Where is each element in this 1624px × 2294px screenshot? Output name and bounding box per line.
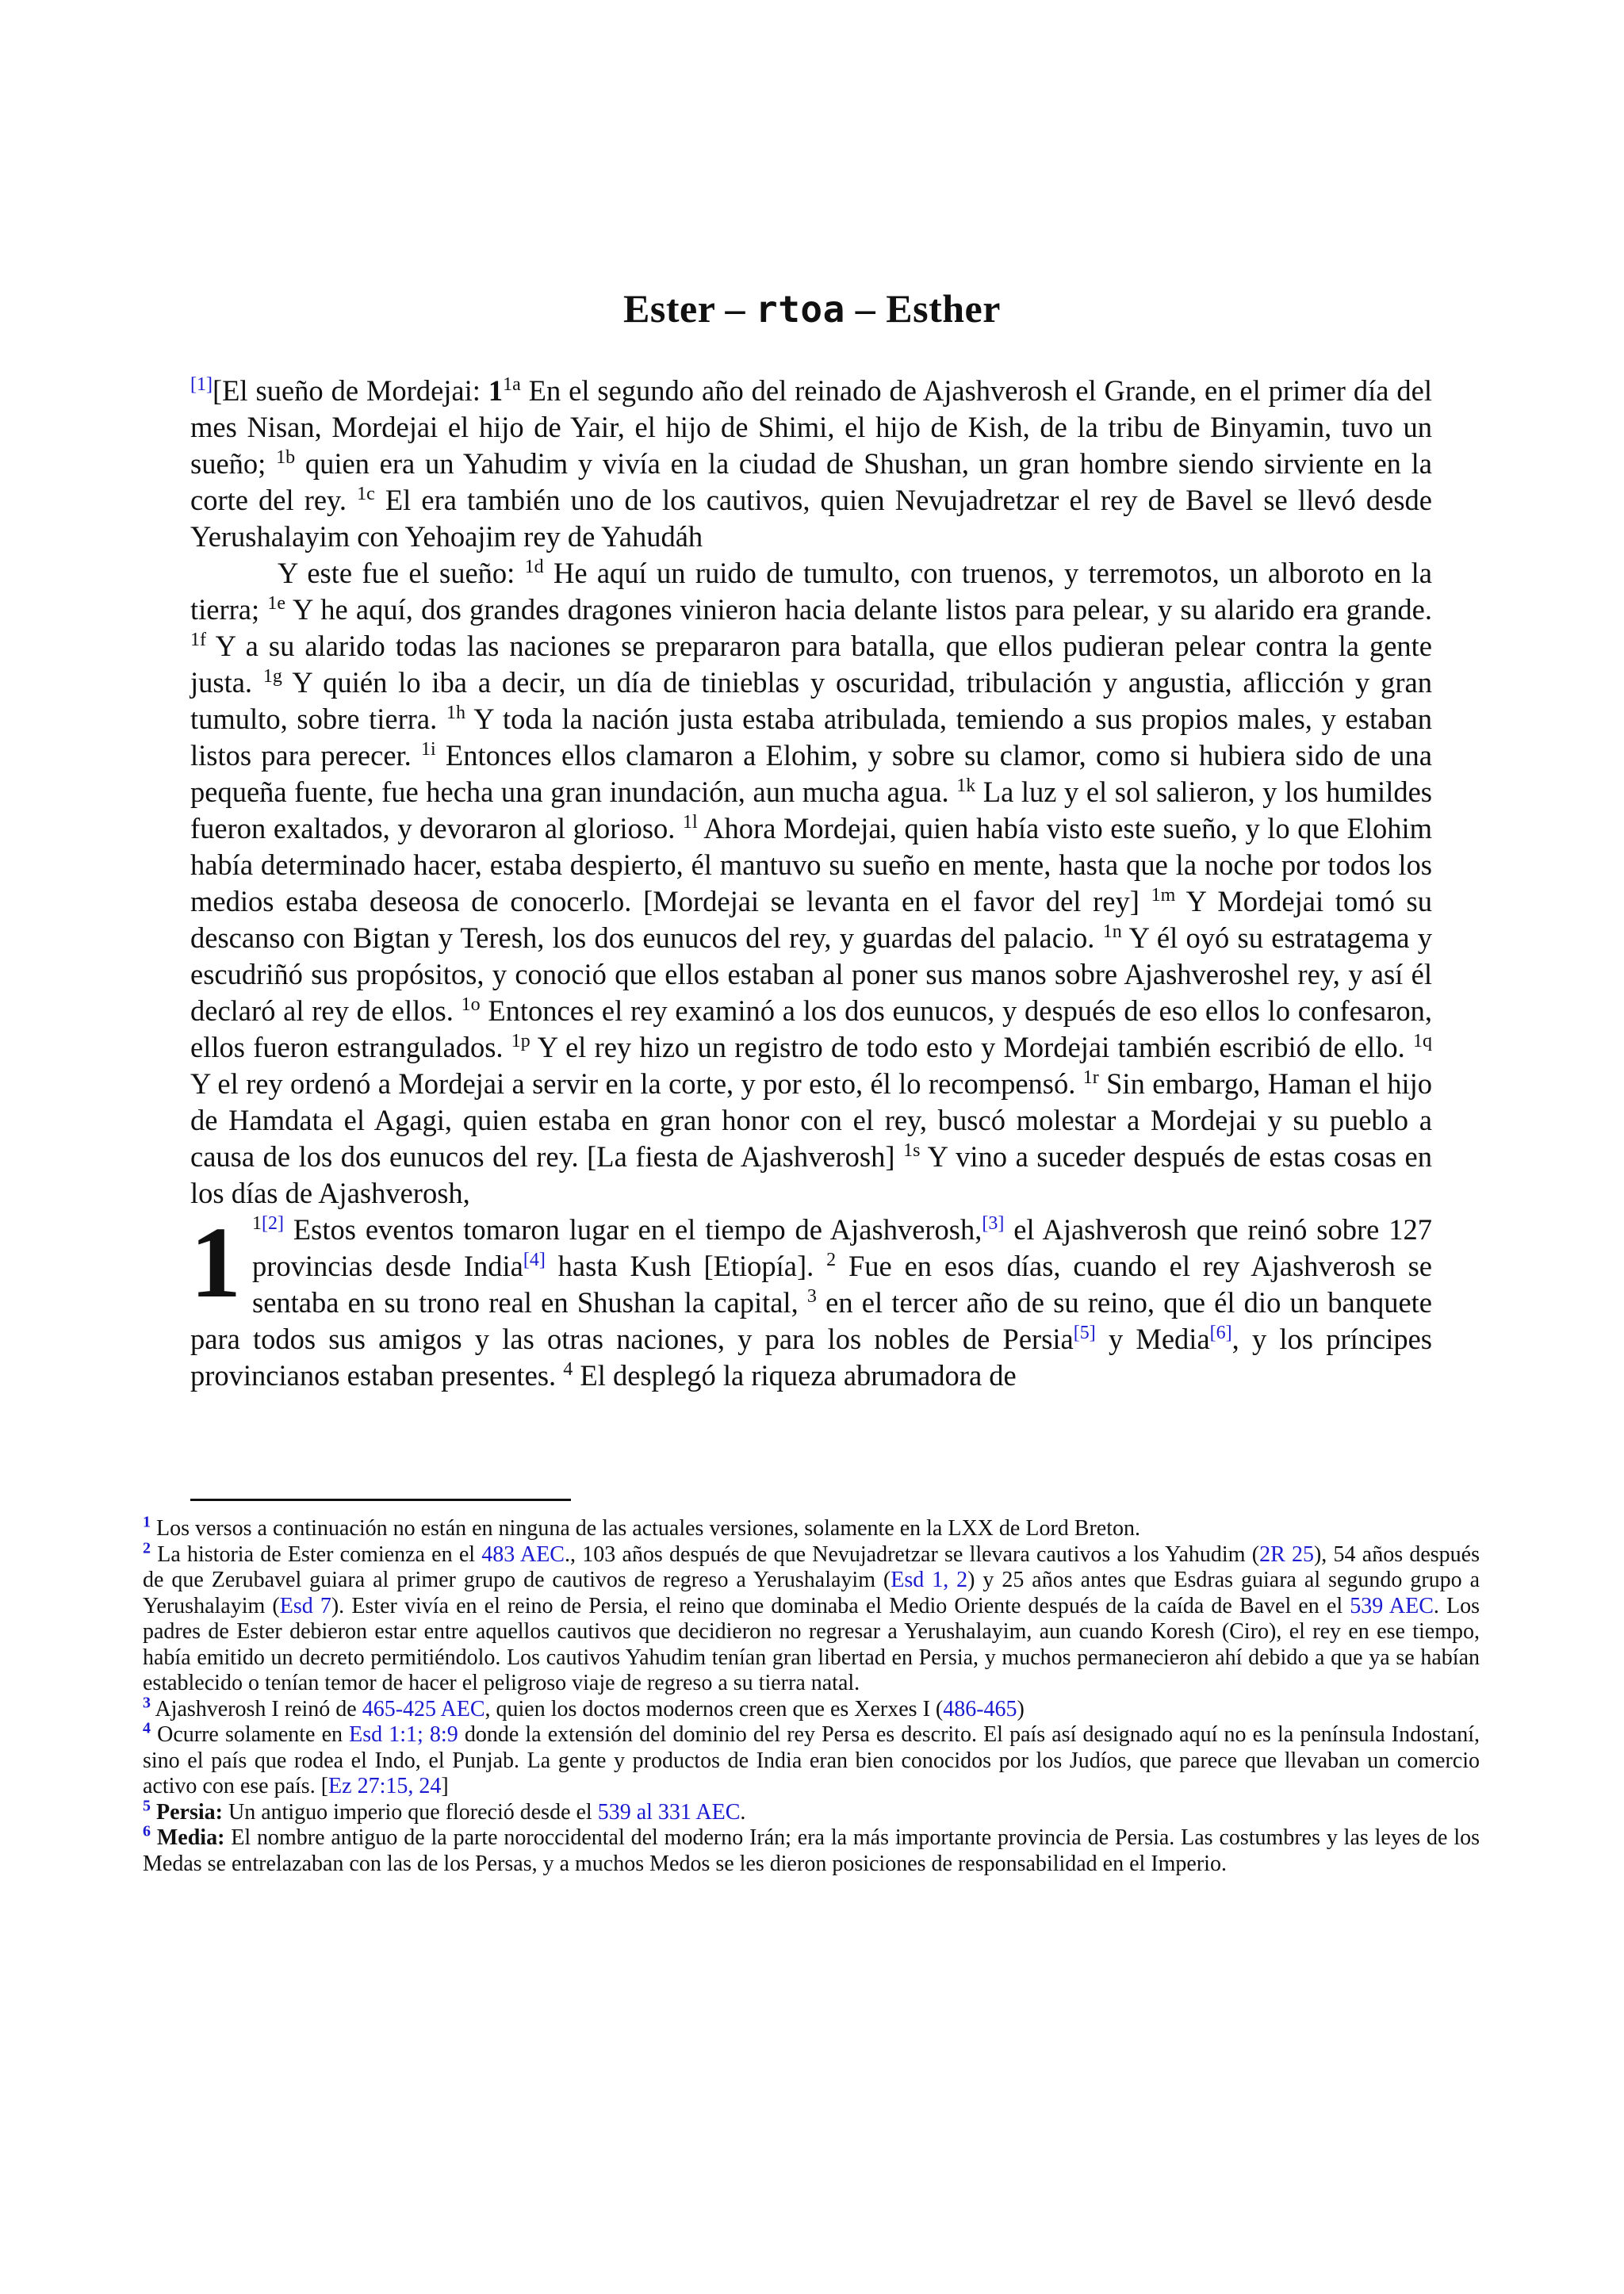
verse-text: Y Mordejai tomó su descanso con Bigtan y Teresh, los dos eunucos del rey, y guardas del palacio. <box>190 885 1432 954</box>
verse-number: 1b <box>276 446 296 468</box>
footnote-ref-2[interactable]: [2] <box>262 1212 284 1234</box>
footnote-ref-3[interactable]: [3] <box>982 1212 1005 1234</box>
verse-text: y Media <box>1095 1323 1210 1355</box>
footnote-ref-4[interactable]: [4] <box>523 1249 546 1270</box>
reference-link[interactable]: Esd 1:1; 8:9 <box>349 1722 458 1747</box>
verse-number: 1 <box>252 1212 262 1234</box>
footnote-text: ) <box>1017 1696 1025 1721</box>
footnote-text: ). Ester vivía en el reino de Persia, el reino que dominaba el Medio Oriente después de la caída de Bavel en el <box>331 1593 1350 1618</box>
verse-text: Ahora Mordejai, quien había visto este sueño, y lo que Elohim había determinado hacer, estaba despierto, él mantuvo su sueño en mente, hasta que la noche por todos los medios estaba deseosa de conocerlo. [Mordejai se levanta en el favor del rey] <box>190 812 1432 917</box>
reference-link[interactable]: 539 al 331 AEC <box>597 1799 741 1825</box>
verse-text: Y vino a suceder después de estas cosas en los días de Ajashverosh, <box>190 1140 1432 1209</box>
reference-link[interactable]: 483 AEC <box>481 1541 565 1567</box>
footnote-text: . <box>740 1799 746 1825</box>
verse-number: 1r <box>1082 1067 1099 1088</box>
page-title <box>0 285 1624 331</box>
verse-text: Y toda la nación justa estaba atribulada, temiendo a sus propios males, y estaban listos para perecer. <box>190 703 1433 772</box>
footnote-number: 2 <box>143 1539 151 1557</box>
verse-number: 1a <box>503 373 521 395</box>
verse-text: Y a su alarido todas las naciones se prepararon para batalla, que ellos pudieran pelear contra la gente justa. <box>190 630 1432 699</box>
footnote-text: ., 103 años después de que Nevujadretzar se llevara cautivos a los Yahudim ( <box>564 1541 1260 1567</box>
verse-text: En el segundo año del reinado de Ajashverosh el Grande, en el primer día del mes Nisan, Mordejai el hijo de Yair, el hijo de Shimi, el hijo de Kish, de la tribu de Binyamin, tuvo un sueño; <box>190 374 1432 480</box>
verse-number: 1s <box>903 1139 921 1161</box>
verse-number: 1n <box>1102 921 1122 942</box>
footnotes <box>143 1513 1480 1877</box>
verse-text: Entonces ellos clamaron a Elohim, y sobre su clamor, como si hubiera sido de una pequeña fuente, fue hecha una gran inundación, aun mucha agua. <box>190 739 1432 808</box>
footnote-number: 4 <box>143 1719 151 1737</box>
reference-link[interactable]: 2R 25 <box>1259 1541 1314 1567</box>
verse-number: 1g <box>262 665 282 687</box>
footnote-5 <box>143 1797 1480 1826</box>
title-part1: Ester – <box>623 286 756 331</box>
footnote-text: . Los padres de Ester debieron estar entre aquellos cautivos que decidieron no regresar a Yerushalayim, aun cuando Koresh (Ciro), el rey en ese tiempo, había emitido un decreto permitiéndolo. Los cautivos Yahudim tenían gran libertad en Persia, y muchos permanecieron ahí debido a que ya se habían establecido o tenían temor de hacer el peligroso viaje de regreso a su tierra natal. <box>143 1593 1480 1695</box>
verse-number: 1e <box>267 592 286 614</box>
reference-link[interactable]: Esd 7 <box>279 1593 331 1618</box>
reference-link[interactable]: 486-465 <box>943 1696 1017 1721</box>
footnote-term: Media: <box>156 1825 225 1850</box>
footnote-text: , quien los doctos modernos creen que es Xerxes I ( <box>485 1696 944 1721</box>
footnote-divider <box>190 1499 571 1501</box>
footnote-text: La historia de Ester comienza en el <box>151 1541 482 1567</box>
footnote-ref-6[interactable]: [6] <box>1209 1322 1232 1343</box>
verse-text: La luz y el sol salieron, y los humildes fueron exaltados, y devoraron al glorioso. <box>190 776 1432 844</box>
verse-number: 1c <box>357 483 375 504</box>
verse-text: Y el rey hizo un registro de todo esto y Mordejai también escribió de ello. <box>530 1031 1413 1063</box>
verse-text: , y los príncipes provincianos estaban presentes. <box>190 1323 1433 1392</box>
footnote-text: ] <box>441 1774 449 1798</box>
verse-number: 4 <box>563 1358 573 1380</box>
dream-intro: Y este fue el sueño: <box>278 557 525 589</box>
verse-text: el Ajashverosh que reinó sobre 127 provincias desde India <box>252 1213 1432 1282</box>
verse-text: quien era un Yahudim y vivía en la ciudad de Shushan, un gran hombre siendo sirviente en la corte del rey. <box>190 447 1432 516</box>
footnote-6 <box>143 1822 1480 1877</box>
verse-number: 1i <box>421 738 436 760</box>
verse-text: hasta Kush [Etiopía]. <box>545 1250 827 1282</box>
reference-link[interactable]: 539 AEC <box>1350 1593 1434 1618</box>
title-part2: – Esther <box>845 286 1001 331</box>
footnote-number: 3 <box>143 1694 151 1712</box>
footnote-term: Persia: <box>156 1799 223 1825</box>
verse-number: 1d <box>524 556 544 577</box>
reference-link[interactable]: Esd 1, 2 <box>891 1568 968 1592</box>
verse-number: 1m <box>1151 884 1176 906</box>
footnote-text: donde la extensión del dominio del rey Persa es descrito. El país así designado aquí no es la península Indostaní, sino el país que rodea el Indo, el Punjab. La gente y productos de India eran bien conocidos por los Judíos, que parece que llevaban un comercio activo con ese país. [ <box>143 1722 1480 1798</box>
footnote-text: Ajashverosh I reinó de <box>151 1696 362 1721</box>
footnote-text: Los versos a continuación no están en ninguna de las actuales versiones, solamente en la LXX de Lord Breton. <box>151 1516 1140 1541</box>
title-hebrew: rtoa <box>756 288 845 331</box>
section-heading: [El sueño de Mordejai: <box>212 374 488 407</box>
verse-text: Entonces el rey examinó a los dos eunucos, y después de eso ellos lo confesaron, ellos fueron estrangulados. <box>190 994 1432 1063</box>
verse-number: 3 <box>806 1285 817 1307</box>
verse-number: 1l <box>682 811 698 833</box>
chapter-1-paragraph <box>190 1206 1433 1394</box>
footnote-number: 1 <box>143 1513 151 1531</box>
reference-link[interactable]: 465-425 AEC <box>362 1696 485 1721</box>
verse-number: 2 <box>826 1249 837 1270</box>
verse-text: Y he aquí, dos grandes dragones vinieron hacia delante listos para pelear, y su alarido era grande. <box>285 593 1433 626</box>
verse-number: 1k <box>956 775 976 796</box>
footnote-number: 5 <box>143 1797 151 1815</box>
verse-text: Y quién lo iba a decir, un día de tinieblas y oscuridad, tribulación y angustia, aflicción y gran tumulto, sobre tierra. <box>190 666 1432 735</box>
verse-text: Estos eventos tomaron lugar en el tiempo de Ajashverosh, <box>283 1213 982 1246</box>
footnote-3 <box>143 1694 1480 1723</box>
verse-number: 1p <box>511 1030 530 1051</box>
verse-number: 1f <box>190 629 206 650</box>
verse-text: Sin embargo, Haman el hijo de Hamdata el Agagi, quien estaba en gran honor con el rey, buscó molestar a Mordejai y su pueblo a causa de los dos eunucos del rey. [La fiesta de Ajashverosh] <box>190 1067 1432 1173</box>
verse-number: 1q <box>1412 1030 1432 1051</box>
footnote-2 <box>143 1539 1480 1697</box>
footnote-ref-1[interactable]: [1] <box>190 373 213 395</box>
footnote-text: ) y 25 años antes que Esdras guiara al segundo grupo a Yerushalayim ( <box>143 1568 1480 1618</box>
footnote-1 <box>143 1513 1480 1542</box>
prologue-paragraph <box>190 373 1432 555</box>
verse-text: El era también uno de los cautivos, quien Nevujadretzar el rey de Bavel se llevó desde Yerushalayim con Yehoajim rey de Yahudáh <box>190 484 1432 553</box>
verse-text: He aquí un ruido de tumulto, con truenos, y terremotos, un alboroto en la tierra; <box>190 557 1432 626</box>
verse-text: en el tercer año de su reino, que él dio un banquete para todos sus amigos y las otras naciones, y para los nobles de Persia <box>190 1286 1432 1355</box>
footnote-text: El nombre antiguo de la parte noroccidental del moderno Irán; era la más importante provincia de Persia. Las costumbres y las leyes de los Medas se entrelazaban con las de los Persas, y a muchos Medos se les dieron posiciones de responsabilidad en el Imperio. <box>143 1825 1480 1876</box>
footnote-4 <box>143 1719 1480 1800</box>
body-text <box>190 373 1432 1394</box>
chapter-dropcap: 1 <box>190 1206 241 1319</box>
verse-text: Fue en esos días, cuando el rey Ajashverosh se sentaba en su trono real en Shushan la capital, <box>252 1250 1432 1319</box>
chapter-number: 1 <box>488 374 504 407</box>
verse-text: El desplegó la riqueza abrumadora de <box>573 1359 1017 1392</box>
footnote-text: Ocurre solamente en <box>151 1722 350 1747</box>
verse-number: 1o <box>461 994 481 1015</box>
verse-text: Y el rey ordenó a Mordejai a servir en la corte, y por esto, él lo recompensó. <box>190 1067 1083 1100</box>
footnote-ref-5[interactable]: [5] <box>1073 1322 1096 1343</box>
reference-link[interactable]: Ez 27:15, 24 <box>328 1774 442 1798</box>
verse-text: Y él oyó su estratagema y escudriñó sus propósitos, y conoció que ellos estaban al poner sus manos sobre Ajashveroshel rey, y así él declaró al rey de ellos. <box>190 921 1433 1027</box>
footnote-text: Un antiguo imperio que floreció desde el <box>222 1799 598 1825</box>
verse-number: 1h <box>446 702 465 723</box>
dream-paragraph <box>190 555 1432 1212</box>
footnote-number: 6 <box>143 1822 151 1840</box>
footnote-text: ), 54 años después de que Zerubavel guiara al primer grupo de cautivos de regreso a Yerushalayim ( <box>143 1541 1480 1592</box>
